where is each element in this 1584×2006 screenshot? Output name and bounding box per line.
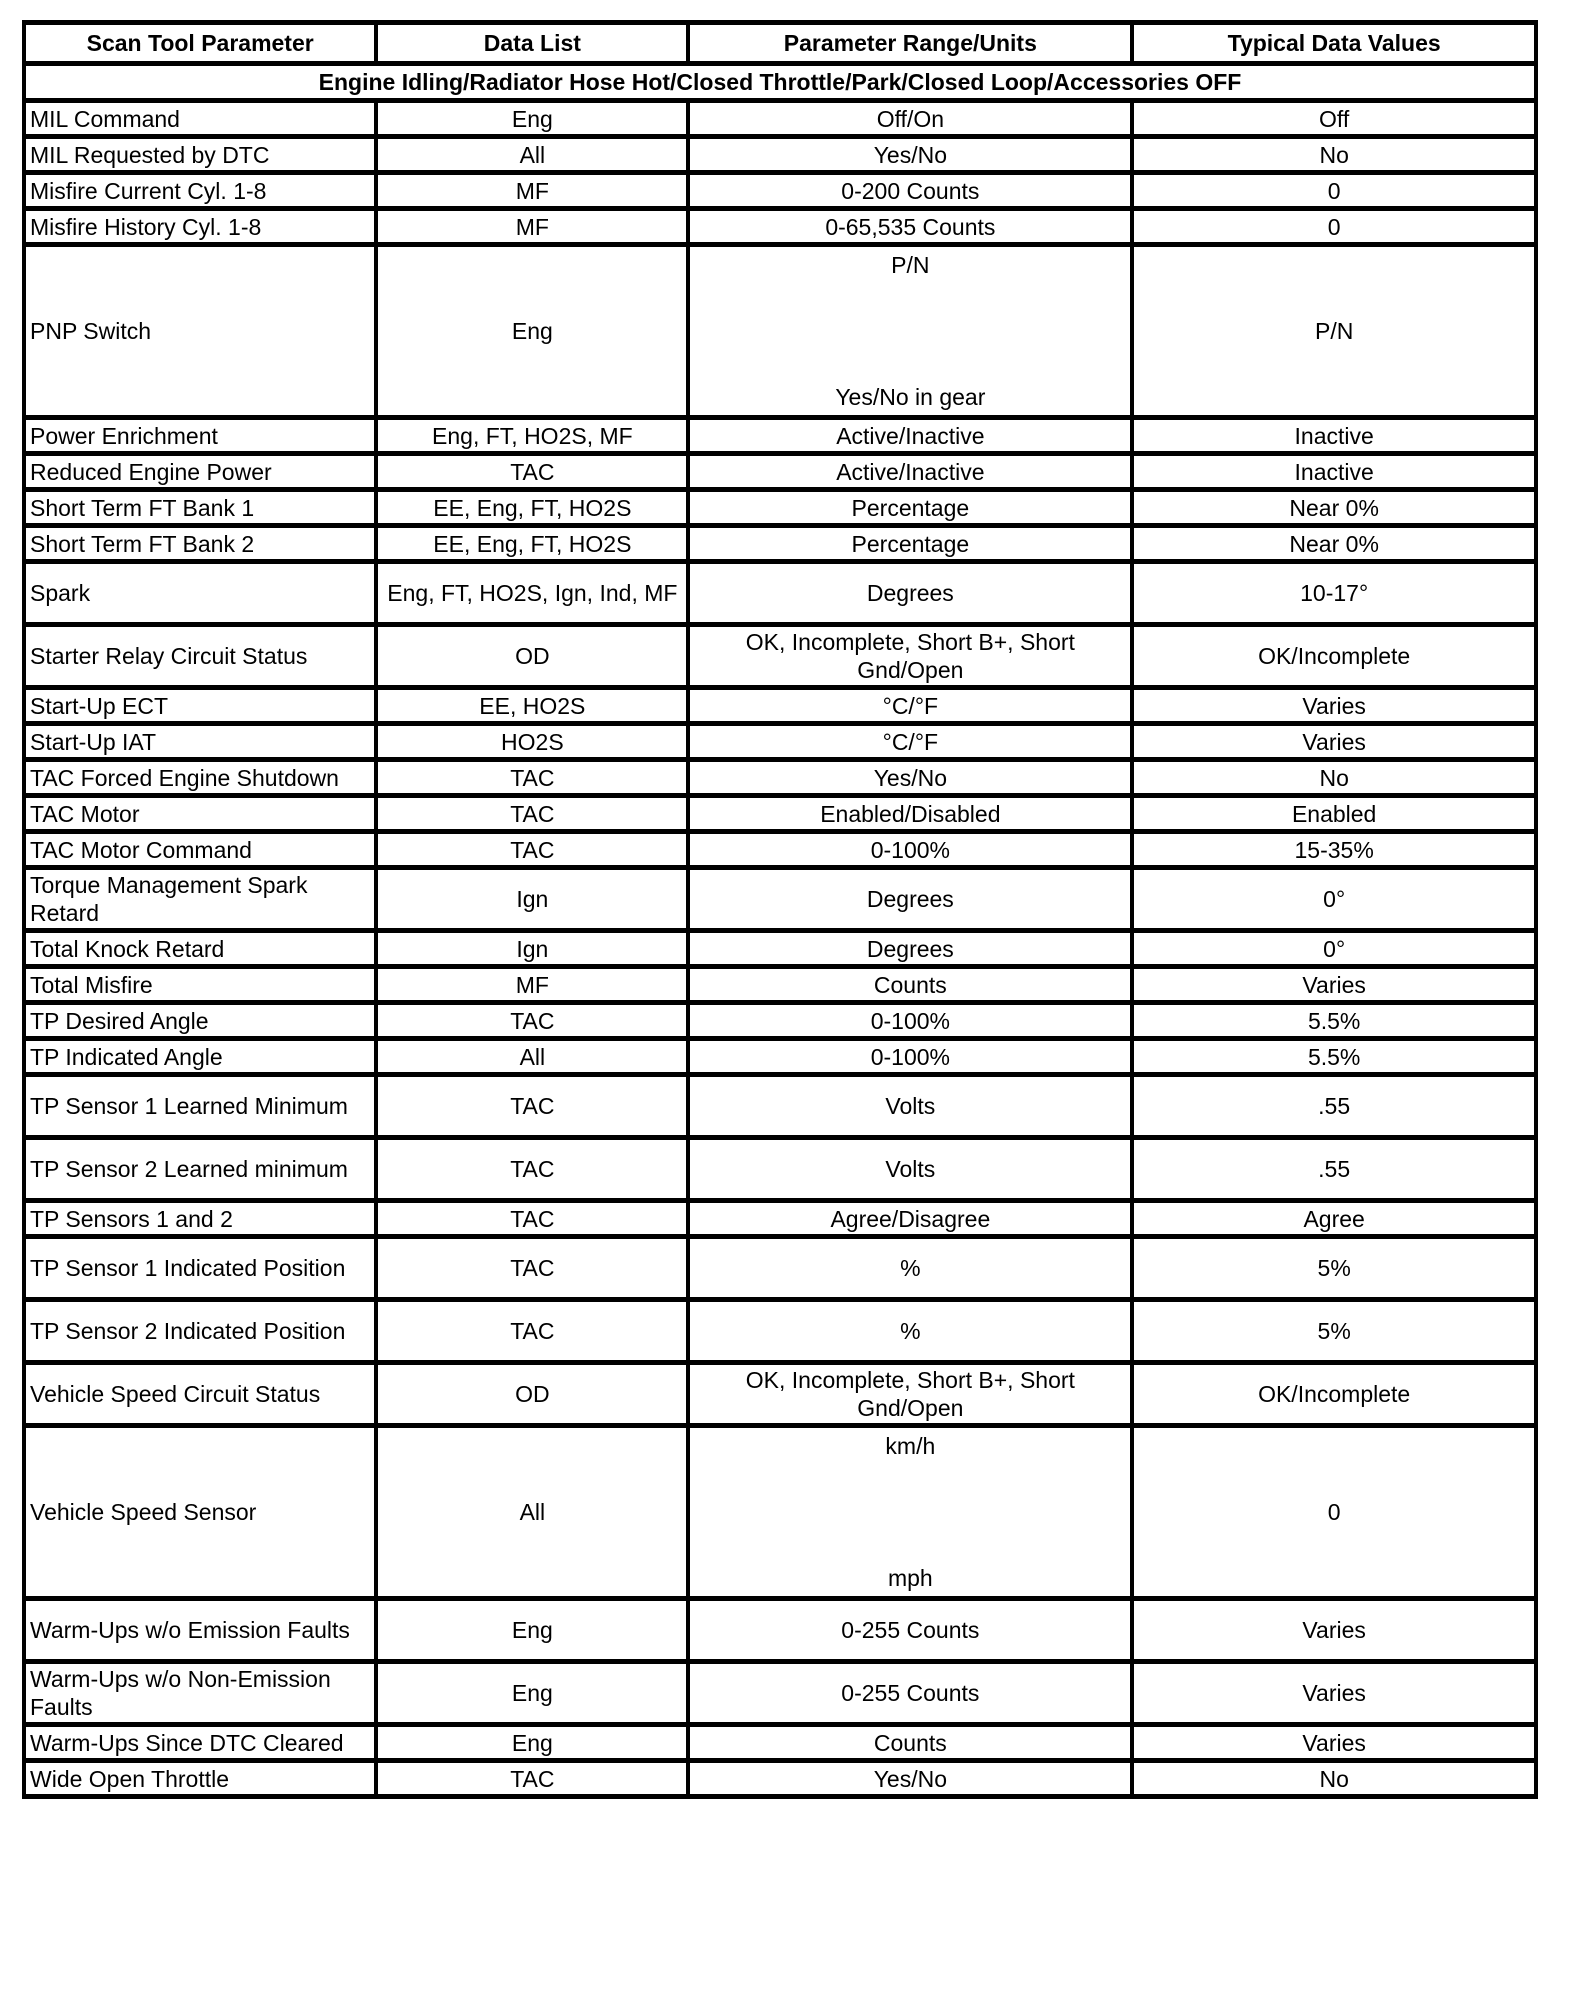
- scan-tool-parameter-cell: Misfire History Cyl. 1-8: [24, 209, 376, 245]
- data-list-cell: Ign: [376, 868, 688, 931]
- scan-tool-parameter-cell: Torque Management Spark Retard: [24, 868, 376, 931]
- table-row: [24, 1725, 1536, 1761]
- parameter-range-cell: Degrees: [688, 931, 1132, 967]
- typical-value-cell: Near 0%: [1132, 526, 1536, 562]
- scan-tool-parameter-cell: Short Term FT Bank 2: [24, 526, 376, 562]
- parameter-range-cell: Counts: [688, 967, 1132, 1003]
- scan-tool-parameter-cell: Warm-Ups w/o Non-Emission Faults: [24, 1662, 376, 1725]
- data-list-cell: TAC: [376, 1761, 688, 1797]
- scan-tool-data-table-container: [22, 20, 1538, 1799]
- table-row: [24, 245, 1536, 418]
- table-row: [24, 688, 1536, 724]
- parameter-range-cell: Volts: [688, 1075, 1132, 1138]
- table-row: [24, 1075, 1536, 1138]
- table-row: [24, 454, 1536, 490]
- parameter-range-cell: Off/On: [688, 101, 1132, 137]
- typical-value-cell: Varies: [1132, 1662, 1536, 1725]
- table-row: [24, 137, 1536, 173]
- typical-value-cell: 5.5%: [1132, 1039, 1536, 1075]
- table-row: [24, 1662, 1536, 1725]
- parameter-range-cell: Yes/No: [688, 137, 1132, 173]
- data-list-cell: OD: [376, 625, 688, 688]
- header-data-list: Data List: [376, 23, 688, 64]
- parameter-range-cell: %: [688, 1300, 1132, 1363]
- typical-value-cell: 5%: [1132, 1237, 1536, 1300]
- condition-row: [24, 64, 1536, 101]
- data-list-cell: TAC: [376, 454, 688, 490]
- range-top: P/N: [891, 252, 930, 278]
- table-row: [24, 1138, 1536, 1201]
- parameter-range-cell: 0-100%: [688, 1039, 1132, 1075]
- typical-value-cell: 5.5%: [1132, 1003, 1536, 1039]
- scan-tool-data-table: [22, 20, 1538, 1799]
- table-row: [24, 173, 1536, 209]
- data-list-cell: Eng, FT, HO2S, Ign, Ind, MF: [376, 562, 688, 625]
- parameter-range-cell: Degrees: [688, 562, 1132, 625]
- data-list-cell: TAC: [376, 1075, 688, 1138]
- table-row: [24, 562, 1536, 625]
- table-row: [24, 209, 1536, 245]
- data-list-cell: Eng: [376, 1599, 688, 1662]
- header-row: [24, 23, 1536, 64]
- table-row: [24, 490, 1536, 526]
- data-list-cell: MF: [376, 967, 688, 1003]
- parameter-range-cell: Enabled/Disabled: [688, 796, 1132, 832]
- data-list-cell: TAC: [376, 1201, 688, 1237]
- parameter-range-cell: [688, 245, 1132, 418]
- parameter-range-cell: Percentage: [688, 526, 1132, 562]
- typical-value-cell: No: [1132, 137, 1536, 173]
- parameter-range-cell: [688, 1426, 1132, 1599]
- parameter-range-cell: Percentage: [688, 490, 1132, 526]
- data-list-cell: TAC: [376, 1138, 688, 1201]
- typical-value-cell: 0: [1132, 173, 1536, 209]
- scan-tool-parameter-cell: Vehicle Speed Circuit Status: [24, 1363, 376, 1426]
- parameter-range-cell: 0-100%: [688, 832, 1132, 868]
- typical-value-cell: Near 0%: [1132, 490, 1536, 526]
- table-row: [24, 1761, 1536, 1797]
- typical-value-cell: OK/Incomplete: [1132, 625, 1536, 688]
- header-scan-tool-parameter: Scan Tool Parameter: [24, 23, 376, 64]
- scan-tool-parameter-cell: Power Enrichment: [24, 418, 376, 454]
- typical-value-cell: 0°: [1132, 931, 1536, 967]
- typical-value-cell: Enabled: [1132, 796, 1536, 832]
- table-row: [24, 760, 1536, 796]
- typical-value-cell: No: [1132, 760, 1536, 796]
- typical-value-cell: 10-17°: [1132, 562, 1536, 625]
- range-bottom: mph: [887, 1565, 933, 1591]
- typical-value-cell: P/N: [1132, 245, 1536, 418]
- parameter-range-cell: Yes/No: [688, 1761, 1132, 1797]
- typical-value-cell: Varies: [1132, 688, 1536, 724]
- scan-tool-parameter-cell: Total Knock Retard: [24, 931, 376, 967]
- range-top: km/h: [885, 1433, 936, 1459]
- parameter-range-cell: Agree/Disagree: [688, 1201, 1132, 1237]
- scan-tool-parameter-cell: Reduced Engine Power: [24, 454, 376, 490]
- parameter-range-cell: Yes/No: [688, 760, 1132, 796]
- table-row: [24, 625, 1536, 688]
- operating-condition: Engine Idling/Radiator Hose Hot/Closed Throttle/Park/Closed Loop/Accessories OFF: [24, 64, 1536, 101]
- data-list-cell: Eng: [376, 1725, 688, 1761]
- parameter-range-cell: Active/Inactive: [688, 454, 1132, 490]
- typical-value-cell: OK/Incomplete: [1132, 1363, 1536, 1426]
- data-list-cell: EE, Eng, FT, HO2S: [376, 526, 688, 562]
- data-list-cell: TAC: [376, 1300, 688, 1363]
- scan-tool-parameter-cell: Total Misfire: [24, 967, 376, 1003]
- scan-tool-parameter-cell: Start-Up IAT: [24, 724, 376, 760]
- table-row: [24, 931, 1536, 967]
- parameter-range-cell: 0-100%: [688, 1003, 1132, 1039]
- parameter-range-cell: °C/°F: [688, 688, 1132, 724]
- parameter-range-cell: OK, Incomplete, Short B+, Short Gnd/Open: [688, 1363, 1132, 1426]
- scan-tool-parameter-cell: MIL Command: [24, 101, 376, 137]
- data-list-cell: All: [376, 1426, 688, 1599]
- data-list-cell: TAC: [376, 796, 688, 832]
- data-list-cell: All: [376, 1039, 688, 1075]
- table-row: [24, 724, 1536, 760]
- range-bottom: Yes/No in gear: [835, 384, 986, 410]
- typical-value-cell: 0°: [1132, 868, 1536, 931]
- parameter-range-cell: °C/°F: [688, 724, 1132, 760]
- scan-tool-parameter-cell: TP Sensor 2 Learned minimum: [24, 1138, 376, 1201]
- table-row: [24, 1599, 1536, 1662]
- parameter-range-cell: 0-65,535 Counts: [688, 209, 1132, 245]
- table-row: [24, 1363, 1536, 1426]
- table-row: [24, 1237, 1536, 1300]
- table-row: [24, 1003, 1536, 1039]
- data-list-cell: Eng: [376, 101, 688, 137]
- scan-tool-parameter-cell: Warm-Ups Since DTC Cleared: [24, 1725, 376, 1761]
- scan-tool-parameter-cell: TP Sensors 1 and 2: [24, 1201, 376, 1237]
- data-list-cell: TAC: [376, 1003, 688, 1039]
- parameter-range-cell: Degrees: [688, 868, 1132, 931]
- data-list-cell: EE, Eng, FT, HO2S: [376, 490, 688, 526]
- scan-tool-parameter-cell: Vehicle Speed Sensor: [24, 1426, 376, 1599]
- scan-tool-parameter-cell: Misfire Current Cyl. 1-8: [24, 173, 376, 209]
- typical-value-cell: Inactive: [1132, 454, 1536, 490]
- typical-value-cell: 0: [1132, 1426, 1536, 1599]
- table-row: [24, 832, 1536, 868]
- table-row: [24, 418, 1536, 454]
- scan-tool-parameter-cell: Wide Open Throttle: [24, 1761, 376, 1797]
- data-list-cell: All: [376, 137, 688, 173]
- typical-value-cell: Varies: [1132, 724, 1536, 760]
- typical-value-cell: 15-35%: [1132, 832, 1536, 868]
- typical-value-cell: .55: [1132, 1138, 1536, 1201]
- table-row: [24, 1201, 1536, 1237]
- scan-tool-parameter-cell: Start-Up ECT: [24, 688, 376, 724]
- parameter-range-cell: Counts: [688, 1725, 1132, 1761]
- table-row: [24, 1426, 1536, 1599]
- table-row: [24, 868, 1536, 931]
- scan-tool-parameter-cell: PNP Switch: [24, 245, 376, 418]
- data-list-cell: Ign: [376, 931, 688, 967]
- data-list-cell: Eng: [376, 1662, 688, 1725]
- data-list-cell: TAC: [376, 760, 688, 796]
- data-list-cell: MF: [376, 173, 688, 209]
- header-typical-data-values: Typical Data Values: [1132, 23, 1536, 64]
- table-row: [24, 796, 1536, 832]
- typical-value-cell: Varies: [1132, 967, 1536, 1003]
- data-list-cell: TAC: [376, 832, 688, 868]
- typical-value-cell: .55: [1132, 1075, 1536, 1138]
- table-row: [24, 101, 1536, 137]
- parameter-range-cell: 0-255 Counts: [688, 1599, 1132, 1662]
- typical-value-cell: No: [1132, 1761, 1536, 1797]
- typical-value-cell: 0: [1132, 209, 1536, 245]
- data-list-cell: OD: [376, 1363, 688, 1426]
- data-list-cell: TAC: [376, 1237, 688, 1300]
- table-row: [24, 1300, 1536, 1363]
- scan-tool-parameter-cell: TP Desired Angle: [24, 1003, 376, 1039]
- typical-value-cell: 5%: [1132, 1300, 1536, 1363]
- scan-tool-parameter-cell: Spark: [24, 562, 376, 625]
- typical-value-cell: Off: [1132, 101, 1536, 137]
- parameter-range-cell: 0-200 Counts: [688, 173, 1132, 209]
- data-list-cell: MF: [376, 209, 688, 245]
- typical-value-cell: Varies: [1132, 1725, 1536, 1761]
- scan-tool-parameter-cell: Short Term FT Bank 1: [24, 490, 376, 526]
- scan-tool-parameter-cell: Starter Relay Circuit Status: [24, 625, 376, 688]
- data-list-cell: Eng, FT, HO2S, MF: [376, 418, 688, 454]
- parameter-range-cell: %: [688, 1237, 1132, 1300]
- parameter-range-cell: Volts: [688, 1138, 1132, 1201]
- scan-tool-parameter-cell: TP Indicated Angle: [24, 1039, 376, 1075]
- typical-value-cell: Inactive: [1132, 418, 1536, 454]
- parameter-range-cell: Active/Inactive: [688, 418, 1132, 454]
- parameter-range-cell: 0-255 Counts: [688, 1662, 1132, 1725]
- table-row: [24, 1039, 1536, 1075]
- scan-tool-parameter-cell: TP Sensor 1 Indicated Position: [24, 1237, 376, 1300]
- data-list-cell: Eng: [376, 245, 688, 418]
- data-list-cell: HO2S: [376, 724, 688, 760]
- table-row: [24, 967, 1536, 1003]
- scan-tool-parameter-cell: MIL Requested by DTC: [24, 137, 376, 173]
- data-list-cell: EE, HO2S: [376, 688, 688, 724]
- typical-value-cell: Agree: [1132, 1201, 1536, 1237]
- typical-value-cell: Varies: [1132, 1599, 1536, 1662]
- scan-tool-parameter-cell: TP Sensor 2 Indicated Position: [24, 1300, 376, 1363]
- scan-tool-parameter-cell: Warm-Ups w/o Emission Faults: [24, 1599, 376, 1662]
- header-parameter-range-units: Parameter Range/Units: [688, 23, 1132, 64]
- scan-tool-parameter-cell: TP Sensor 1 Learned Minimum: [24, 1075, 376, 1138]
- scan-tool-parameter-cell: TAC Forced Engine Shutdown: [24, 760, 376, 796]
- parameter-range-cell: OK, Incomplete, Short B+, Short Gnd/Open: [688, 625, 1132, 688]
- table-row: [24, 526, 1536, 562]
- scan-tool-parameter-cell: TAC Motor: [24, 796, 376, 832]
- scan-tool-parameter-cell: TAC Motor Command: [24, 832, 376, 868]
